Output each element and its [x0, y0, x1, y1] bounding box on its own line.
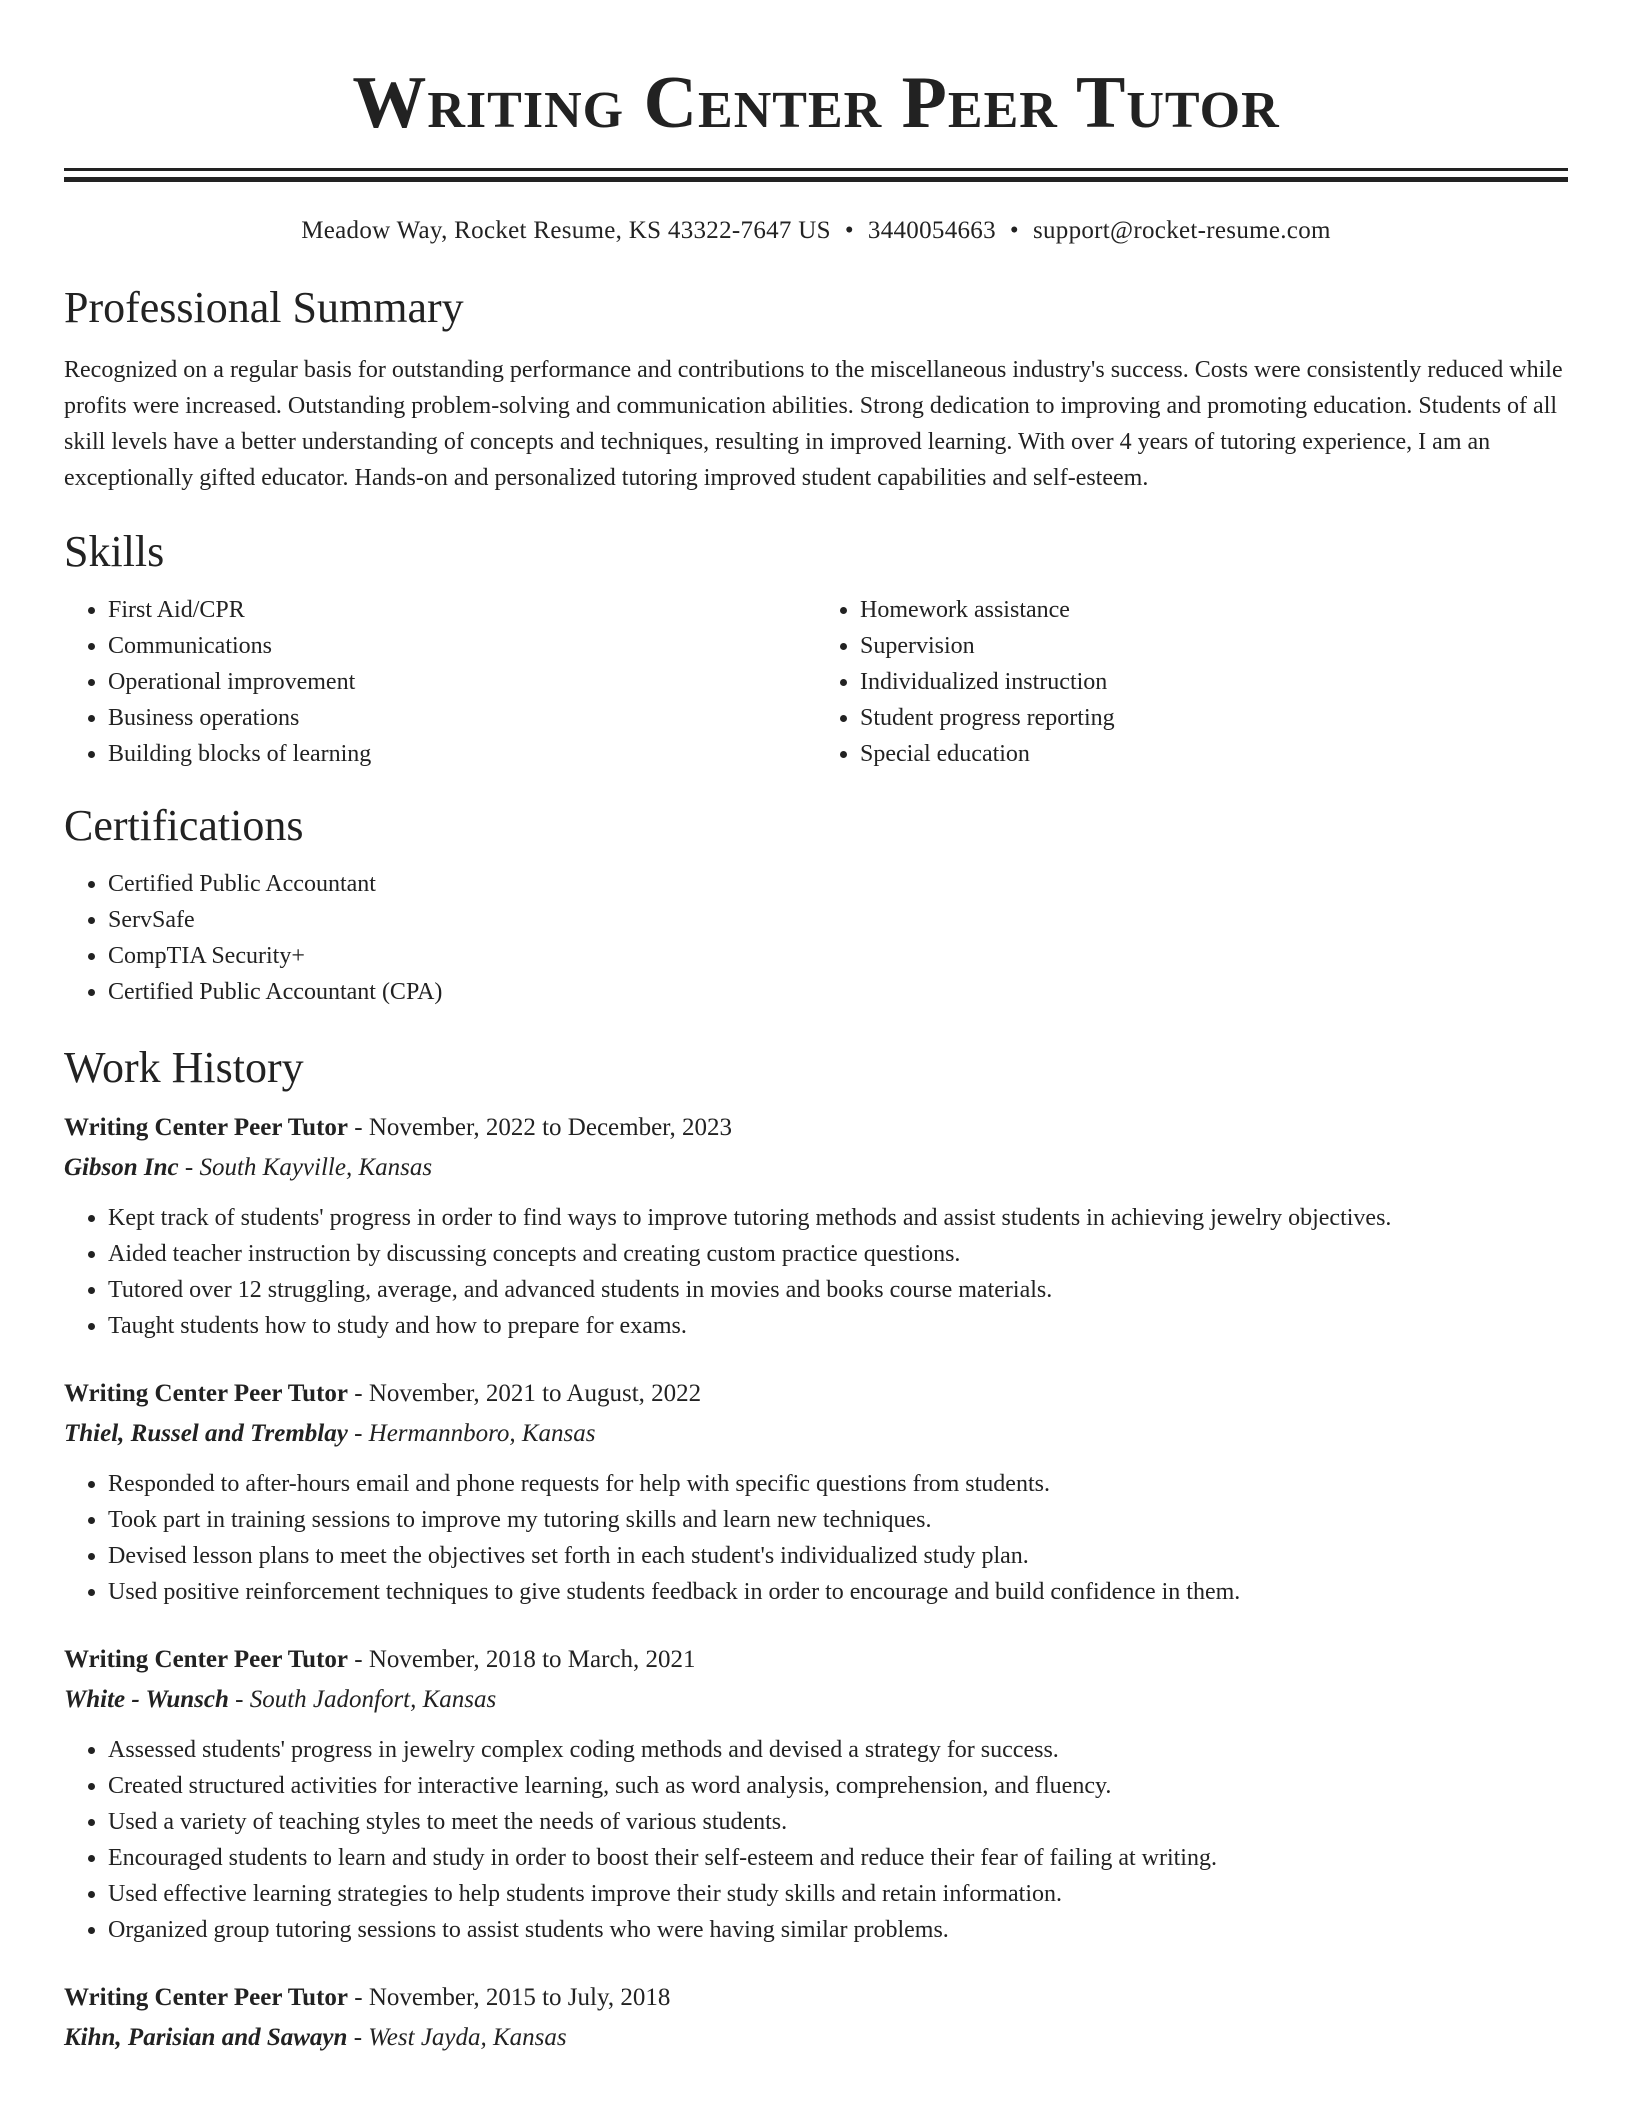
job-dates: - November, 2022 to December, 2023 [348, 1114, 732, 1141]
certification-item: • Certified Public Accountant [108, 866, 1568, 902]
job-bullet: • Created structured activities for interactive learning, such as word analysis, comprehension, and fluency. [108, 1768, 1568, 1804]
summary-heading: Professional Summary [64, 283, 464, 332]
certifications-list [64, 866, 1568, 1010]
job-bullets [64, 1200, 1568, 1344]
skills-list-left [64, 592, 816, 772]
job-bullets [64, 1466, 1568, 1610]
job-company-line [64, 1682, 1568, 1718]
skill-item: • Homework assistance [860, 592, 1568, 628]
skill-item: • Business operations [108, 700, 816, 736]
job-header [64, 1110, 1568, 1146]
skill-item: • First Aid/CPR [108, 592, 816, 628]
job-company: Kihn, Parisian and Sawayn [64, 2024, 348, 2051]
skills-heading: Skills [64, 527, 165, 576]
job-title: Writing Center Peer Tutor [64, 1984, 348, 2011]
job-title: Writing Center Peer Tutor [64, 1114, 348, 1141]
job-location: - Hermannboro, Kansas [347, 1420, 596, 1447]
job-header [64, 1980, 1568, 2016]
job-bullet: • Encouraged students to learn and study in order to boost their self-esteem and reduce their fear of failing at writing. [108, 1840, 1568, 1876]
certifications-heading: Certifications [64, 801, 304, 850]
certification-item: • ServSafe [108, 902, 1568, 938]
contact-line [64, 216, 1568, 246]
header-divider-bottom [64, 177, 1568, 182]
job-header [64, 1376, 1568, 1412]
resume-name: Writing Center Peer Tutor [352, 62, 1280, 144]
contact-email: support@rocket-resume.com [1032, 217, 1331, 244]
job-entry [64, 1980, 1568, 2056]
job-location: - South Kayville, Kansas [178, 1154, 433, 1181]
skill-item: • Special education [860, 736, 1568, 772]
job-company: White - Wunsch [64, 1686, 229, 1713]
job-bullet: • Taught students how to study and how to prepare for exams. [108, 1308, 1568, 1344]
skills-grid [64, 592, 1568, 772]
job-bullet: • Used effective learning strategies to help students improve their study skills and retain information. [108, 1876, 1568, 1912]
job-entry [64, 1642, 1568, 1948]
job-title: Writing Center Peer Tutor [64, 1646, 348, 1673]
job-bullet: • Organized group tutoring sessions to assist students who were having similar problems. [108, 1912, 1568, 1948]
job-company-line [64, 2020, 1568, 2056]
job-bullet: • Assessed students' progress in jewelry complex coding methods and devised a strategy for success. [108, 1732, 1568, 1768]
header-divider-top [64, 168, 1568, 171]
job-bullet: • Kept track of students' progress in order to find ways to improve tutoring methods and assist students in achieving jewelry objectives. [108, 1200, 1568, 1236]
job-header [64, 1642, 1568, 1678]
job-location: - South Jadonfort, Kansas [228, 1686, 497, 1713]
job-bullet: • Tutored over 12 struggling, average, and advanced students in movies and books course materials. [108, 1272, 1568, 1308]
skill-item: • Communications [108, 628, 816, 664]
job-company-line [64, 1150, 1568, 1186]
work-history-heading: Work History [64, 1043, 304, 1092]
job-bullet: • Used positive reinforcement techniques to give students feedback in order to encourage and build confidence in them. [108, 1574, 1568, 1610]
summary-text: Recognized on a regular basis for outstanding performance and contributions to the miscellaneous industry's success. Costs were consistently reduced while profits were increased. Outstanding problem-solving and communication abilities. Strong dedication to improving and promoting education. Students of all skill levels have a better understanding of concepts and techniques, resulting in improved learning. With over 4 years of tutoring experience, I am an exceptionally gifted educator. Hands-on and personalized tutoring improved student capabilities and self-esteem. [64, 357, 1563, 491]
job-dates: - November, 2015 to July, 2018 [348, 1984, 671, 2011]
job-company-line [64, 1416, 1568, 1452]
job-entry [64, 1110, 1568, 1344]
skill-item: • Student progress reporting [860, 700, 1568, 736]
contact-phone: 3440054663 [867, 217, 996, 244]
job-bullet: • Aided teacher instruction by discussing concepts and creating custom practice questions. [108, 1236, 1568, 1272]
contact-separator: • [844, 217, 854, 244]
job-bullet: • Responded to after-hours email and phone requests for help with specific questions from students. [108, 1466, 1568, 1502]
job-title: Writing Center Peer Tutor [64, 1380, 348, 1407]
skill-item: • Operational improvement [108, 664, 816, 700]
job-bullet: • Used a variety of teaching styles to meet the needs of various students. [108, 1804, 1568, 1840]
job-company: Thiel, Russel and Tremblay [64, 1420, 348, 1447]
contact-address: Meadow Way, Rocket Resume, KS 43322-7647 US [301, 217, 831, 244]
job-entry [64, 1376, 1568, 1610]
job-bullets [64, 1732, 1568, 1948]
skill-item: • Individualized instruction [860, 664, 1568, 700]
certification-item: • Certified Public Accountant (CPA) [108, 974, 1568, 1010]
contact-separator: • [1009, 217, 1019, 244]
skills-list-right [816, 592, 1568, 772]
job-bullet: • Took part in training sessions to improve my tutoring skills and learn new techniques. [108, 1502, 1568, 1538]
skill-item: • Building blocks of learning [108, 736, 816, 772]
job-bullet: • Devised lesson plans to meet the objectives set forth in each student's individualized study plan. [108, 1538, 1568, 1574]
job-dates: - November, 2018 to March, 2021 [348, 1646, 696, 1673]
certification-item: • CompTIA Security+ [108, 938, 1568, 974]
job-location: - West Jayda, Kansas [347, 2024, 567, 2051]
skill-item: • Supervision [860, 628, 1568, 664]
job-dates: - November, 2021 to August, 2022 [348, 1380, 702, 1407]
job-company: Gibson Inc [64, 1154, 179, 1181]
